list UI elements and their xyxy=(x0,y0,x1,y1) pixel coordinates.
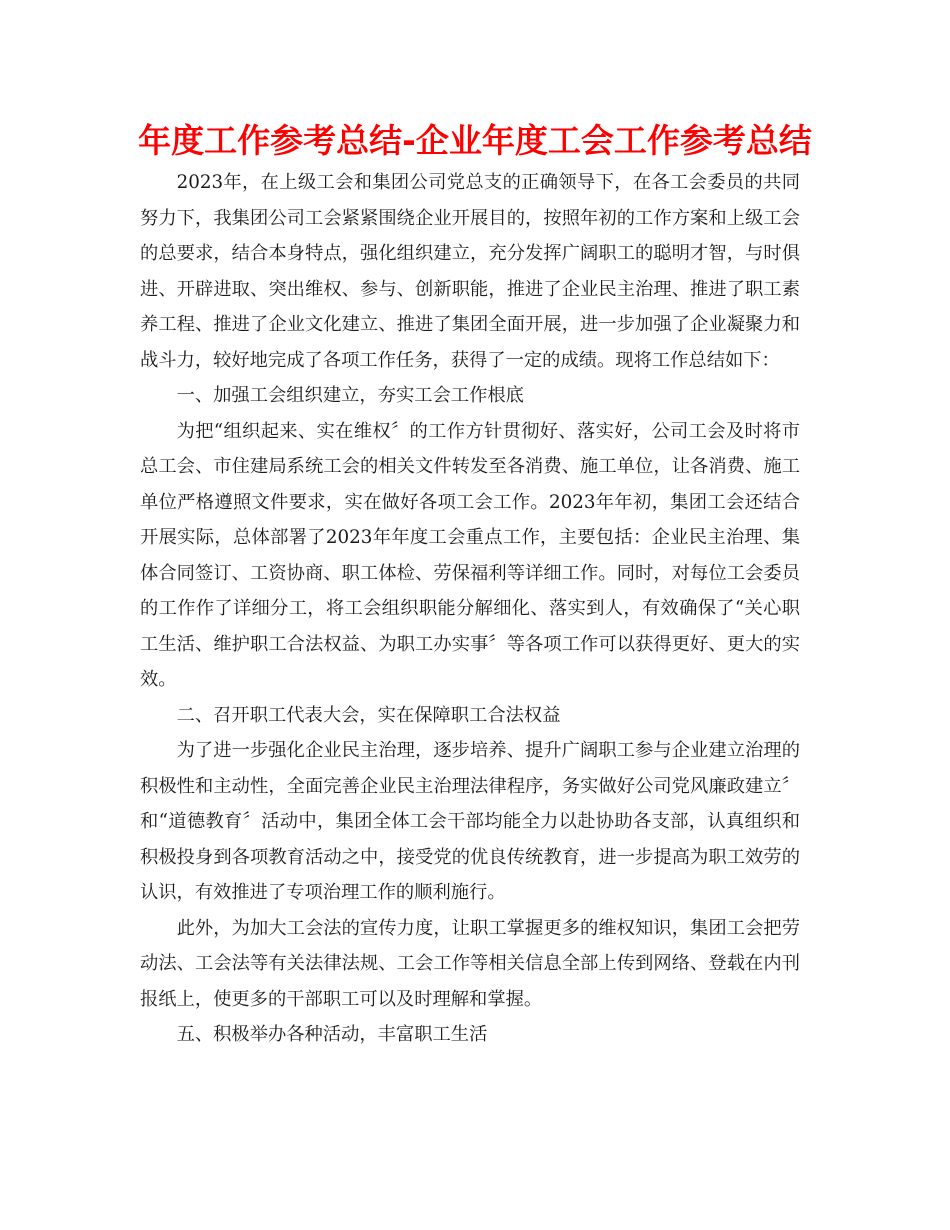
paragraph-intro: 2023年，在上级工会和集团公司党总支的正确领导下，在各工会委员的共同努力下，我集团公司工会紧紧围绕企业开展目的，按照年初的工作方案和上级工会的总要求，结合本身特点，强化组织建立，充分发挥广阔职工的聪明才智，与时俱进、开辟进取、突出维权、参与、创新职能，推进了企业民主治理、推进了职工素养工程、推进了企业文化建立、推进了集团全面开展，进一步加强了企业凝聚力和战斗力，较好地完成了各项工作任务，获得了一定的成绩。现将工作总结如下： xyxy=(140,172,800,371)
document-title: 年度工作参考总结-企业年度工会工作参考总结 xyxy=(138,121,812,160)
section-heading-2: 二、召开职工代表大会，实在保障职工合法权益 xyxy=(176,704,561,726)
paragraph-section-1: 为把“组织起来、实在维权〞的工作方针贯彻好、落实好，公司工会及时将市总工会、市住建局系统工会的相关文件转发至各消费、施工单位，让各消费、施工单位严格遵照文件要求，实在做好各项工会工作。2023年年初，集团工会还结合开展实际，总体部署了2023年年度工会重点工作，主要包括：企业民主治理、集体合同签订、工资协商、职工体检、劳保福利等详细工作。同时，对每位工会委员的工作作了详细分工，将工会组织职能分解细化、落实到人，有效确保了“关心职工生活、维护职工合法权益、为职工办实事〞等各项工作可以获得更好、更大的实效。 xyxy=(140,420,800,690)
paragraph-section-2: 为了进一步强化企业民主治理，逐步培养、提升广阔职工参与企业建立治理的积极性和主动性，全面完善企业民主治理法律程序，务实做好公司党风廉政建立〞和“道德教育〞活动中，集团全体工会干部均能全力以赴协助各支部，认真组织和积极投身到各项教育活动之中，接受党的优良传统教育，进一步提高为职工效劳的认识，有效推进了专项治理工作的顺利施行。 xyxy=(140,740,800,903)
document-body xyxy=(140,165,800,1053)
paragraph-section-2-extra: 此外，为加大工会法的宣传力度，让职工掌握更多的维权知识，集团工会把劳动法、工会法等有关法律法规、工会工作等相关信息全部上传到网络、登载在内刊报纸上，使更多的干部职工可以及时理解和掌握。 xyxy=(140,917,800,1010)
section-heading-5: 五、积极举办各种活动，丰富职工生活 xyxy=(176,1024,488,1045)
section-heading-1: 一、加强工会组织建立，夯实工会工作根底 xyxy=(176,385,524,406)
